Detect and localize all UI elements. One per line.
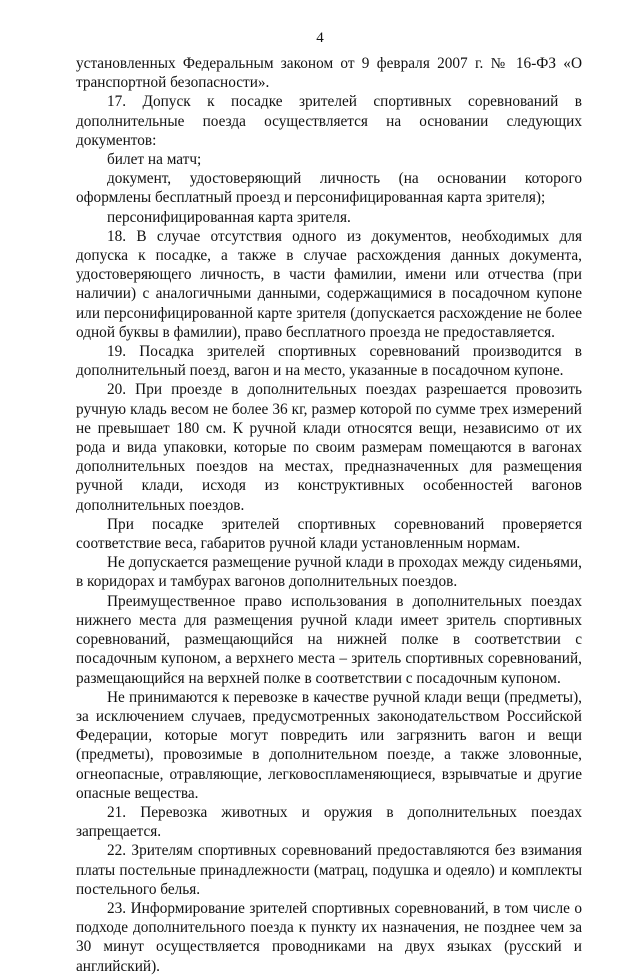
list-item-ticket: билет на матч; xyxy=(107,151,202,169)
paragraph-19: 19. Посадка зрителей спортивных соревнований производится в дополнительный поезд, вагон и на место, указанные в посадочном купоне. xyxy=(76,343,582,380)
paragraph-20-weight-check: При посадке зрителей спортивных соревнований проверяется соответствие веса, габаритов ручной клади установленным нормам. xyxy=(76,515,582,553)
page-number: 4 xyxy=(316,30,324,46)
paragraph-18: 18. В случае отсутствия одного из документов, необходимых для допуска к посадке, а также в случае расхождения данных документа, удостоверяющего личность, в части фамилии, имени или отчества (при наличии) с аналогичными данными, содержащимися в посадочном купоне или персонифицированной карте зрителя (допускается расхождение не более одной буквы в фамилии), право бесплатного проезда не предоставляется. xyxy=(76,227,582,341)
paragraph-intro-continuation: установленных Федеральным законом от 9 февраля 2007 г. № 16-ФЗ «О транспортной безопасности». xyxy=(76,55,582,92)
paragraph-23: 23. Информирование зрителей спортивных соревнований, в том числе о подходе дополнительного поезда к пункту их назначения, не позднее чем за 30 минут осуществляется проводниками на двух языках (русский и английский). xyxy=(76,899,582,975)
list-item-identity-document: документ, удостоверяющий личность (на основании которого оформлены бесплатный проезд и персонифицированная карта зрителя); xyxy=(76,170,582,207)
paragraph-22: 22. Зрителям спортивных соревнований предоставляются без взимания платы постельные принадлежности (матрац, подушка и одеяло) и комплекты постельного белья. xyxy=(76,842,582,898)
paragraph-20: 20. При проезде в дополнительных поездах разрешается провозить ручную кладь весом не более 36 кг, размер которой по сумме трех измерений не превышает 180 см. К ручной клади относятся вещи, независимо от их рода и вида упаковки, которые по своим размерам помещаются в вагонах дополнительных поездов на местах, предназначенных для размещения ручной клади, исходя из конструктивных особенностей вагонов дополнительных поездов. xyxy=(76,381,582,514)
paragraph-17: 17. Допуск к посадке зрителей спортивных соревнований в дополнительные поезда осуществляется на основании следующих документов: xyxy=(76,93,582,149)
document-body xyxy=(76,54,582,976)
list-item-spectator-card: персонифицированная карта зрителя. xyxy=(107,208,351,226)
paragraph-20-priority: Преимущественное право использования в дополнительных поездах нижнего места для размещения ручной клади имеет зритель спортивных соревнований, размещающийся на нижней полке в соответствии с посадочным купоном, а верхнего места – зритель спортивных соревнований, размещающийся на верхней полке в соответствии с посадочным купоном. xyxy=(76,592,582,687)
paragraph-20-prohibited: Не принимаются к перевозке в качестве ручной клади вещи (предметы), за исключением случаев, предусмотренных законодательством Российской Федерации, которые могут повредить или загрязнить вагон и вещи (предметы), провозимые в дополнительном поезде, а также зловонные, огнеопасные, отравляющие, легковоспламеняющиеся, взрывчатые и другие опасные вещества. xyxy=(76,688,582,802)
paragraph-21: 21. Перевозка животных и оружия в дополнительных поездах запрещается. xyxy=(76,803,582,841)
paragraph-20-placement: Не допускается размещение ручной клади в проходах между сиденьями, в коридорах и тамбурах вагонов дополнительных поездов. xyxy=(76,554,582,591)
